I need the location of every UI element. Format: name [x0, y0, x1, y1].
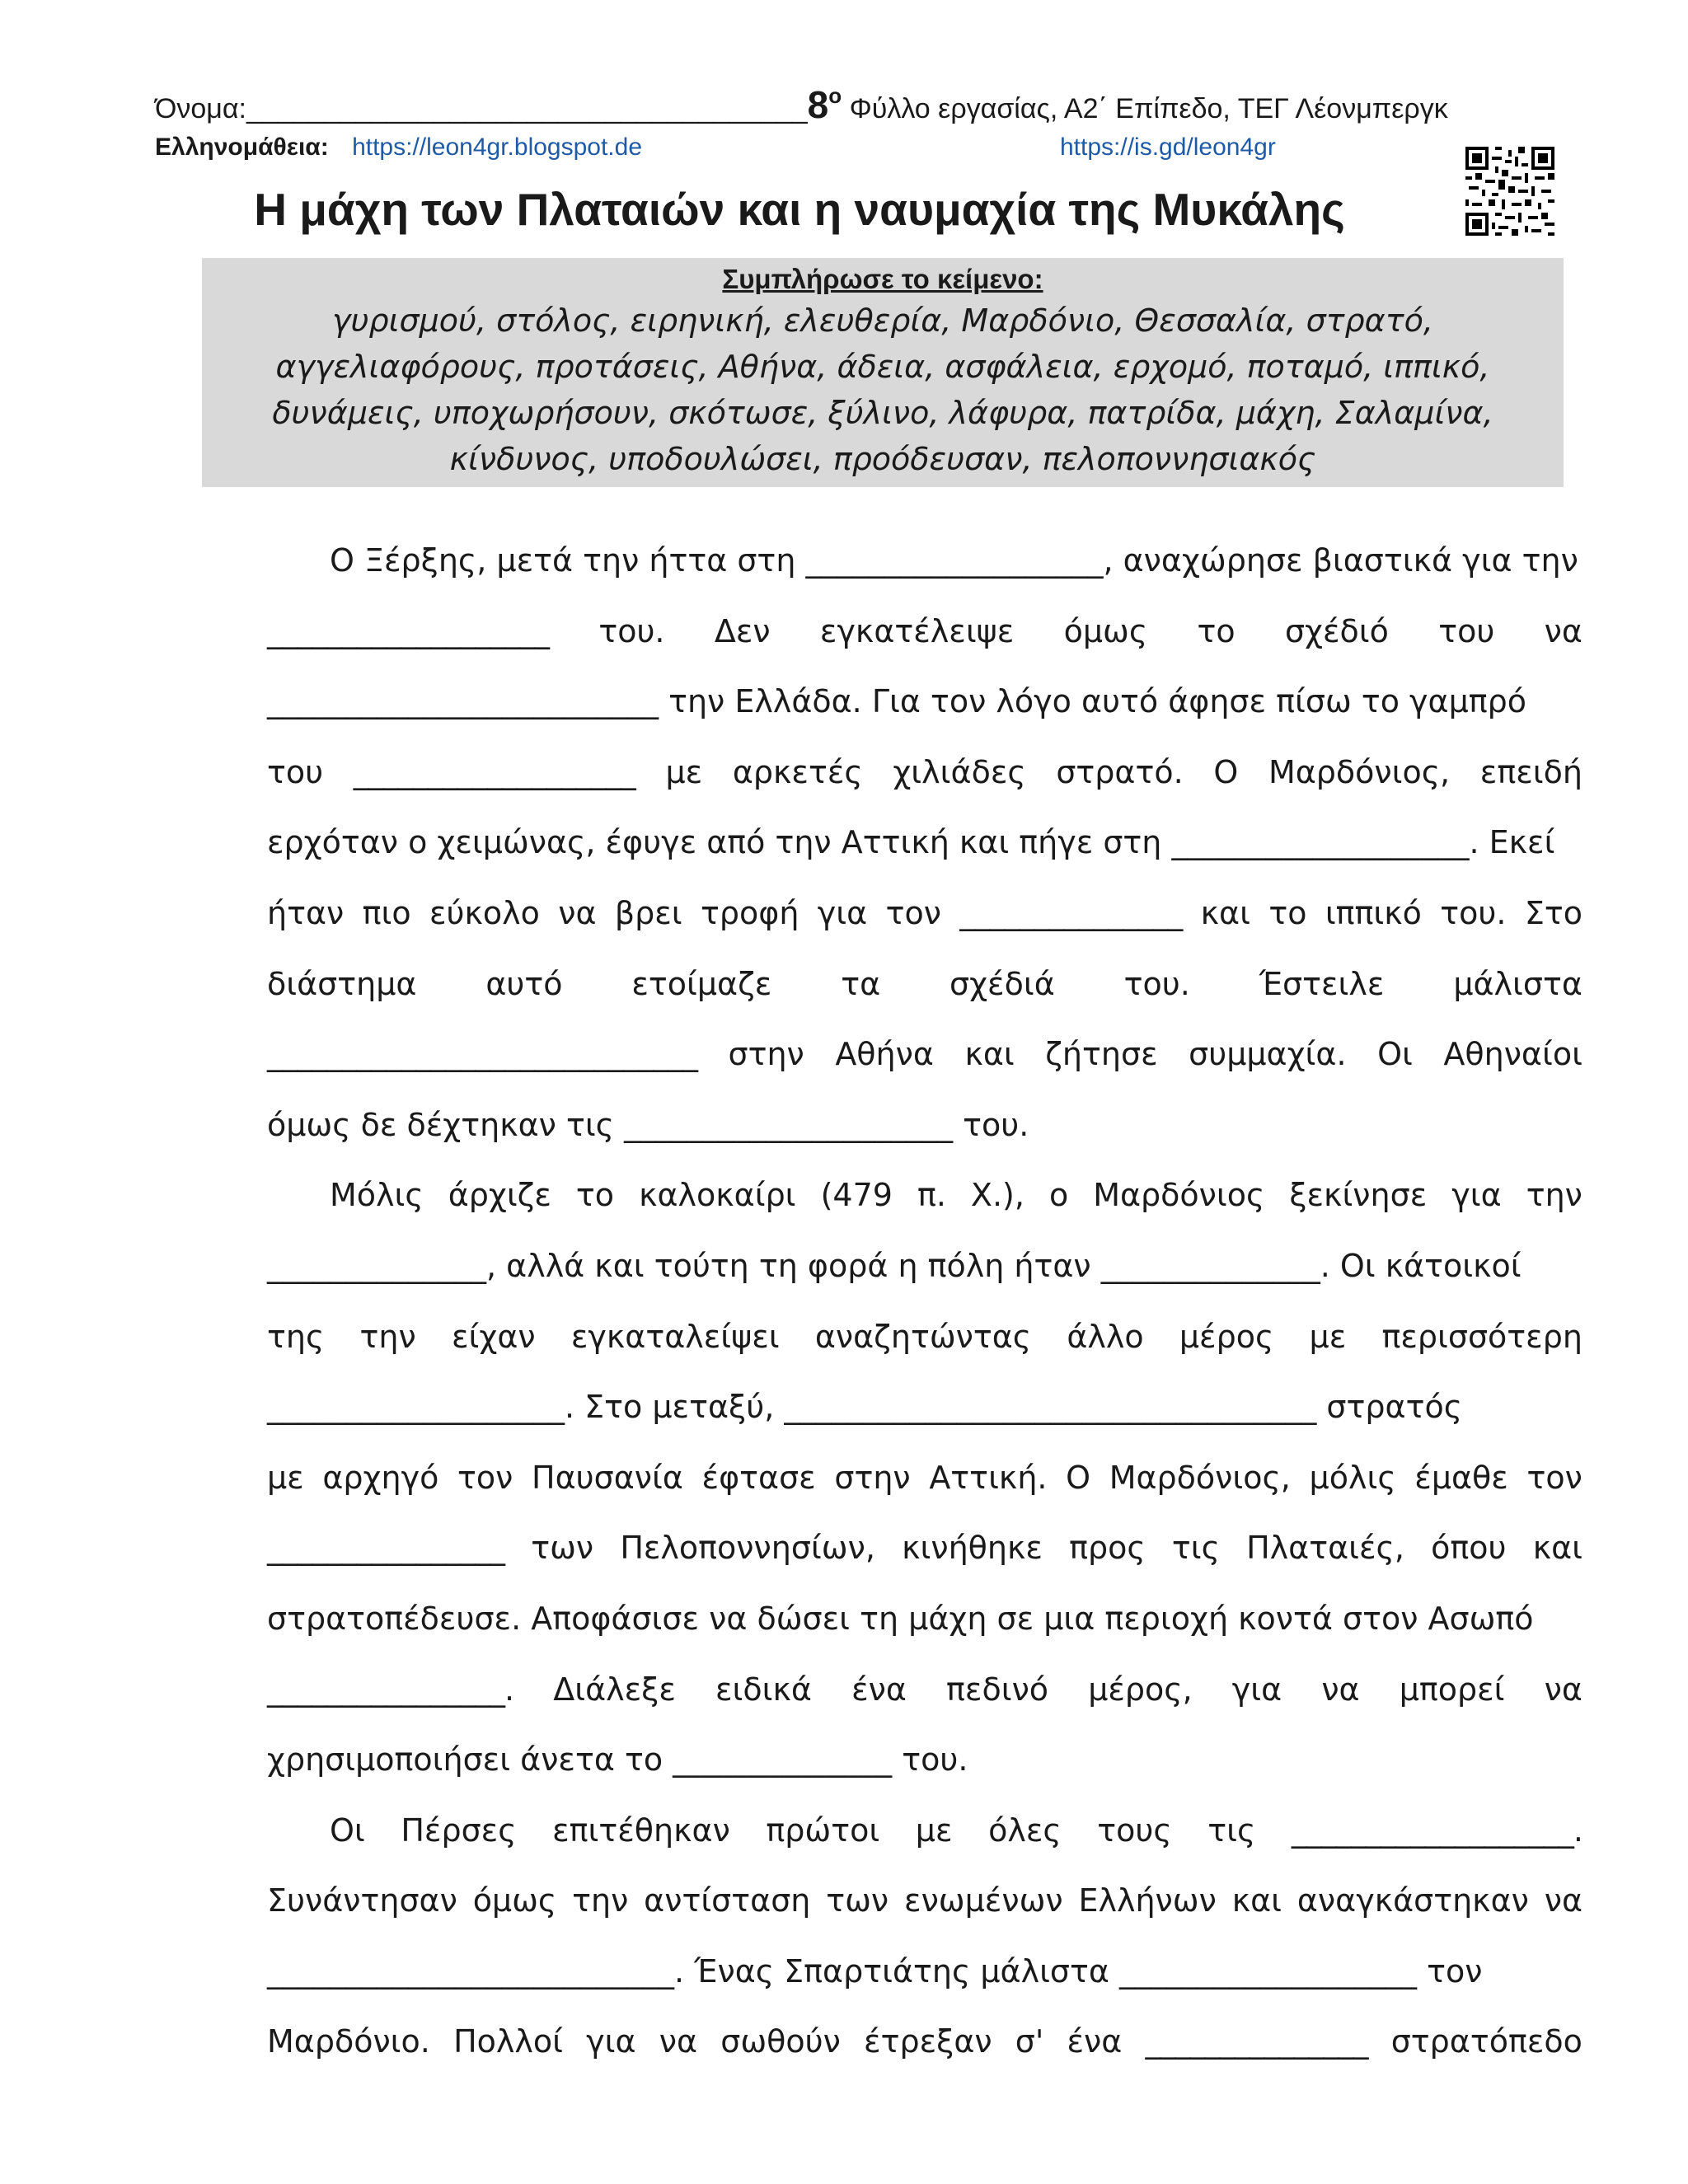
text-segment: να [1544, 1671, 1582, 1708]
word-bank-line: κίνδυνος, υποδουλώσει, προόδευσαν, πελοποννησιακός [449, 441, 1316, 477]
text-segment: τις [1171, 1530, 1220, 1567]
text-segment: επειδή [1479, 753, 1582, 790]
text-line [267, 1451, 1582, 1522]
text-segment: στρατόπεδο [1390, 2023, 1582, 2060]
text-line [267, 1380, 1582, 1451]
answer-blank[interactable]: ___________________ [353, 753, 635, 790]
text-segment: Ο [1066, 1459, 1091, 1496]
text-segment: Ελλήνων [1078, 1882, 1217, 1919]
text-line [267, 958, 1582, 1029]
text-segment: ειδικά [715, 1671, 812, 1708]
text-segment: Οι [330, 1811, 365, 1849]
text-line [267, 1521, 1582, 1592]
text-segment: του [267, 753, 324, 790]
word-bank-heading: Συμπλήρωσε το κείμενο: [722, 264, 1043, 294]
text-line [267, 887, 1582, 958]
text-segment: τα [841, 965, 881, 1002]
text-segment: εύκολο [429, 894, 540, 931]
text-segment: περισσότερη [1381, 1318, 1582, 1355]
worksheet-header [155, 82, 1556, 127]
text-segment: π. [917, 1177, 946, 1214]
text-segment: μέρος, [1088, 1671, 1193, 1708]
text-segment: μέρος [1179, 1318, 1274, 1355]
name-label: Όνομα: [155, 93, 246, 124]
sheet-number-suffix: ο [828, 83, 842, 108]
text-segment: τον [885, 894, 941, 931]
text-segment: για [586, 2023, 636, 2060]
text-segment: Ο [1213, 753, 1239, 790]
text-segment: τροφή [701, 894, 799, 931]
qr-code-icon [1465, 147, 1554, 236]
text-line [267, 2015, 1582, 2086]
text-segment: Χ.), [970, 1177, 1025, 1214]
text-segment: και [1231, 1882, 1282, 1919]
text-segment: μάλιστα [1453, 965, 1582, 1002]
answer-blank[interactable]: _______________ [1145, 2023, 1368, 2060]
text-segment: σχέδιό [1284, 612, 1389, 649]
text-segment: όμως [1063, 612, 1148, 649]
sheet-number: 8 [807, 83, 829, 126]
text-segment: το [1268, 894, 1307, 931]
text-segment: __________________________. Ένας Σπαρτιάτης μάλιστα ___________________ τον [267, 1952, 1483, 1990]
text-segment: των [531, 1530, 594, 1567]
text-segment: του. [1440, 894, 1507, 931]
text-segment: έμαθε [1414, 1459, 1508, 1496]
text-segment: Αθηναίοι [1443, 1036, 1582, 1073]
text-segment: μπορεί [1399, 1671, 1505, 1708]
answer-blank[interactable]: ________________ [267, 1530, 504, 1567]
text-segment: και [1532, 1530, 1582, 1567]
text-segment: ήταν [267, 894, 345, 931]
text-segment: να [558, 894, 597, 931]
text-segment: Πολλοί [453, 2023, 563, 2060]
text-segment: να [1544, 612, 1582, 649]
text-segment: το [575, 1177, 615, 1214]
text-segment: εγκαταλείψει [570, 1318, 780, 1355]
text-segment: ο [1048, 1177, 1069, 1214]
text-line [267, 1945, 1582, 2016]
text-segment: αντίσταση [644, 1882, 811, 1919]
text-segment: την [572, 1882, 629, 1919]
text-segment: στην [834, 1459, 911, 1496]
answer-blank[interactable]: ___________________. [1291, 1811, 1582, 1849]
text-segment: ένα [851, 1671, 907, 1708]
text-segment: συμμαχία. [1189, 1036, 1347, 1073]
text-line [267, 1592, 1582, 1663]
text-segment: και [1200, 894, 1250, 931]
text-segment: Πελοποννησίων, [620, 1530, 875, 1567]
text-segment: τον [457, 1459, 513, 1496]
text-segment: στρατό. [1056, 753, 1184, 790]
text-segment: με [665, 753, 703, 790]
text-segment: Στο [1524, 894, 1582, 931]
answer-blank[interactable]: ________________. [267, 1671, 514, 1708]
text-segment: ___________________. Στο μεταξύ, __________________________________ στρατός [267, 1389, 1462, 1426]
text-line [267, 1240, 1582, 1310]
text-segment: άρχιζε [448, 1177, 551, 1214]
text-segment: Ο Ξέρξης, μετά την ήττα στη ___________________, αναχώρησε βιαστικά για την [330, 542, 1578, 579]
text-segment: βρει [614, 894, 682, 931]
text-segment: Μόλις [330, 1177, 424, 1214]
text-segment: όμως δε δέχτηκαν τις _____________________ του. [267, 1106, 1029, 1143]
text-segment: το [1197, 612, 1236, 649]
word-bank-line: γυρισμού, στόλος, ειρηνική, ελευθερία, Μαρδόνιο, Θεσσαλία, στρατό, [332, 302, 1433, 339]
text-segment: ιππικό [1325, 894, 1422, 931]
text-segment: προς [1069, 1530, 1146, 1567]
text-segment: όλες [988, 1811, 1062, 1849]
text-segment: εγκατέλειψε [819, 612, 1015, 649]
text-segment: Παυσανία [532, 1459, 683, 1496]
fill-in-text [267, 534, 1582, 2086]
text-segment: στην [728, 1036, 804, 1073]
text-segment: Πέρσες [401, 1811, 517, 1849]
text-segment: _________________________ την Ελλάδα. Για τον λόγο αυτό άφησε πίσω το γαμπρό [267, 683, 1527, 720]
text-segment: Διάλεξε [553, 1671, 676, 1708]
text-segment: να [1544, 1882, 1582, 1919]
text-segment: του. [1123, 965, 1190, 1002]
text-line [267, 1874, 1582, 1945]
text-segment: της [267, 1318, 325, 1355]
text-line [267, 1663, 1582, 1734]
text-line [267, 675, 1582, 746]
text-segment: μόλις [1309, 1459, 1396, 1496]
text-segment: άλλο [1067, 1318, 1144, 1355]
text-segment: καλοκαίρι [639, 1177, 796, 1214]
text-segment: την [1526, 1177, 1582, 1214]
text-segment: αρχηγό [322, 1459, 439, 1496]
text-segment: Μαρδόνιος, [1109, 1459, 1291, 1496]
text-segment: των [826, 1882, 889, 1919]
text-segment: έφτασε [701, 1459, 816, 1496]
text-segment: ενωμένων [904, 1882, 1063, 1919]
links-line [155, 134, 1573, 162]
text-segment: Μαρδόνιος [1093, 1177, 1265, 1214]
text-segment: αναγκάστηκαν [1296, 1882, 1529, 1919]
text-segment: πρώτοι [766, 1811, 880, 1849]
text-segment: Αθήνα [835, 1036, 934, 1073]
text-segment: αρκετές [732, 753, 863, 790]
answer-blank[interactable]: _____________________________ [267, 1036, 697, 1073]
text-segment: ένα [1067, 2023, 1123, 2060]
text-segment: όμως [472, 1882, 557, 1919]
text-segment: Μαρδόνιο. [267, 2023, 430, 2060]
text-line [267, 1733, 1582, 1804]
text-segment: Μαρδόνιος, [1268, 753, 1451, 790]
word-bank [202, 258, 1564, 487]
text-segment: Δεν [714, 612, 771, 649]
text-segment: στρατοπέδευσε. Αποφάσισε να δώσει τη μάχη σε μια περιοχή κοντά στον Ασωπό [267, 1600, 1534, 1637]
text-segment: του. [598, 612, 665, 649]
text-segment: ετοίμαζε [631, 965, 772, 1002]
text-line [267, 605, 1582, 676]
text-segment: (479 [820, 1177, 893, 1214]
text-segment: να [659, 2023, 698, 2060]
text-segment: αυτό [485, 965, 563, 1002]
text-segment: Αττική. [929, 1459, 1048, 1496]
text-segment: του [1438, 612, 1495, 649]
text-line [267, 1099, 1582, 1169]
text-segment: για [1231, 1671, 1282, 1708]
text-segment: και [964, 1036, 1015, 1073]
text-segment: για [1451, 1177, 1502, 1214]
org-label: Ελληνομάθεια: [155, 134, 329, 161]
text-segment: ζήτησε [1045, 1036, 1158, 1073]
text-segment: αναζητώντας [814, 1318, 1032, 1355]
text-segment: Πλαταιές, [1246, 1530, 1404, 1567]
name-line: ____________________________________ [246, 93, 808, 124]
text-segment: τον [1526, 1459, 1582, 1496]
answer-blank[interactable]: _______________ [959, 894, 1183, 931]
text-segment: Έστειλε [1259, 965, 1385, 1002]
text-line [267, 1804, 1582, 1875]
text-segment: την [359, 1318, 416, 1355]
sheet-info: Φύλλο εργασίας, Α2΄ Επίπεδο, ΤΕΓ Λέονμπεργκ [842, 93, 1448, 124]
short-link[interactable]: https://is.gd/leon4gr [1060, 134, 1276, 161]
text-segment: τους [1097, 1811, 1172, 1849]
text-segment: σ' [1015, 2023, 1044, 2060]
text-segment: όπου [1431, 1530, 1507, 1567]
text-segment: Οι [1377, 1036, 1413, 1073]
blog-link[interactable]: https://leon4gr.blogspot.de [352, 134, 643, 161]
text-segment: διάστημα [267, 965, 417, 1002]
text-segment: είχαν [451, 1318, 536, 1355]
text-line [267, 1310, 1582, 1381]
text-segment: με [267, 1459, 304, 1496]
text-segment: να [1321, 1671, 1360, 1708]
text-segment: σχέδιά [950, 965, 1055, 1002]
text-segment: πιο [362, 894, 411, 931]
text-segment: με [1309, 1318, 1347, 1355]
text-line [267, 1169, 1582, 1240]
text-segment: χιλιάδες [893, 753, 1026, 790]
text-segment: με [915, 1811, 953, 1849]
text-line [267, 534, 1582, 605]
text-segment: επιτέθηκαν [552, 1811, 730, 1849]
text-line [267, 1028, 1582, 1099]
text-line [267, 816, 1582, 887]
text-line [267, 746, 1582, 817]
text-segment: σωθούν [720, 2023, 841, 2060]
page-title: Η μάχη των Πλαταιών και η ναυμαχία της Μυκάλης [254, 184, 1345, 235]
word-bank-line: αγγελιαφόρους, προτάσεις, Αθήνα, άδεια, ασφάλεια, ερχομό, ποταμό, ιππικό, [275, 349, 1490, 385]
text-segment: Συνάντησαν [267, 1882, 457, 1919]
text-segment: ξεκίνησε [1289, 1177, 1428, 1214]
text-segment: έτρεξαν [864, 2023, 992, 2060]
text-segment: χρησιμοποιήσει άνετα το ______________ του. [267, 1741, 968, 1779]
text-segment: για [817, 894, 868, 931]
word-bank-line: δυνάμεις, υποχωρήσουν, σκότωσε, ξύλινο, λάφυρα, πατρίδα, μάχη, Σαλαμίνα, [272, 395, 1493, 431]
text-segment: πεδινό [946, 1671, 1049, 1708]
text-segment: ______________, αλλά και τούτη τη φορά η πόλη ήταν ______________. Οι κάτοικοί [267, 1247, 1522, 1284]
text-segment: ερχόταν ο χειμώνας, έφυγε από την Αττική και πήγε στη ___________________. Εκεί [267, 824, 1555, 861]
text-segment: κινήθηκε [902, 1530, 1043, 1567]
text-segment: τις [1207, 1811, 1256, 1849]
answer-blank[interactable]: ___________________ [267, 612, 549, 649]
